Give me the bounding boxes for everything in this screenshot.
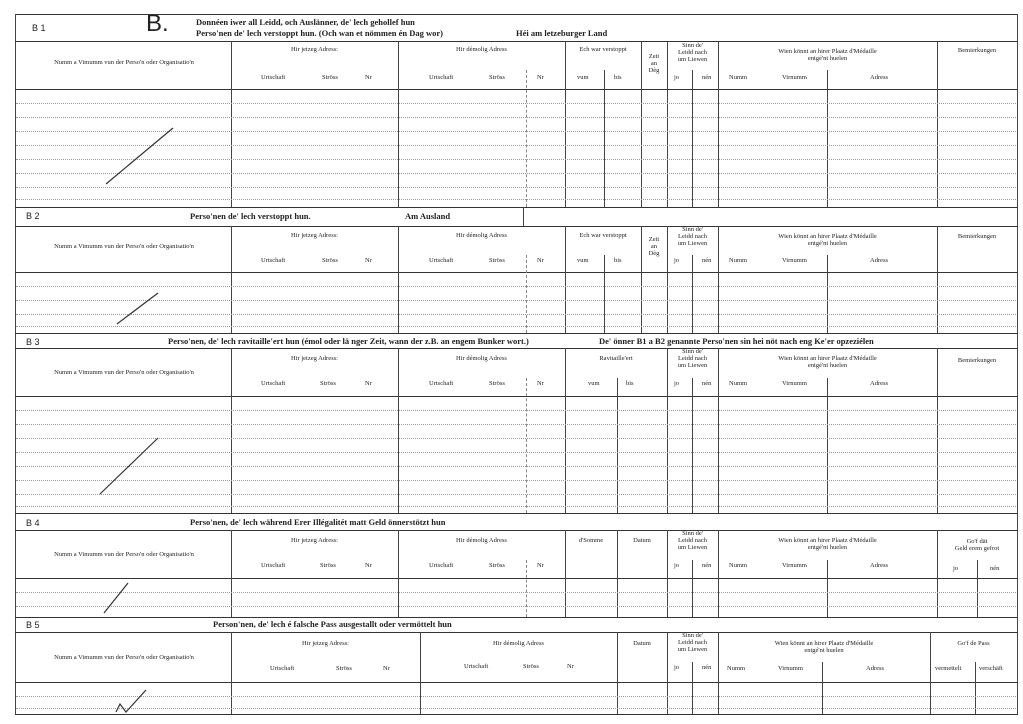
col-remarks-b3: Bemierkungen xyxy=(957,357,997,364)
col-no-b1: nén xyxy=(702,74,712,81)
col-street-b3: Ströss xyxy=(320,380,336,387)
section-label-b3: B 3 xyxy=(26,337,40,347)
col-medal-b4: Wien könnt an hirer Plaatz d'Médaille entgé'nt huelen xyxy=(778,537,877,551)
section-title-b3-suffix: De' önner B1 a B2 genannte Perso'nen sin hei nöt nach eng Ke'er opzeziélen xyxy=(599,336,874,346)
col-medal-firstname-b1: Virnumm xyxy=(782,74,807,81)
col-street-former-b5: Ströss xyxy=(523,663,539,670)
col-town-former-b1: Urtschaft xyxy=(429,74,454,81)
col-pass-b5: Go'f de Pass xyxy=(957,640,990,647)
col-number-b3: Nr xyxy=(365,380,372,387)
col-street-b4: Ströss xyxy=(320,562,336,569)
col-former-address-b3: Hir démolig Adress xyxy=(456,355,507,362)
col-hid-b2: Ech war verstoppt xyxy=(579,232,627,239)
col-medal-firstname-b5: Virnumm xyxy=(778,665,803,672)
col-issued-b5: vermettelt xyxy=(935,665,962,672)
col-no-b4: nén xyxy=(702,562,712,569)
col-town-former-b4: Urtschaft xyxy=(429,562,454,569)
section-title-b2: Perso'nen de' lech verstoppt hun. xyxy=(190,211,311,221)
col-number-b2: Nr xyxy=(365,257,372,264)
col-suffered-b4: Sinn de' Leidd nach um Liewen xyxy=(677,530,708,551)
col-medal-address-b1: Adress xyxy=(870,74,889,81)
col-date-b4: Datum xyxy=(633,537,651,544)
col-no-b3: nén xyxy=(702,380,712,387)
col-medal-address-b2: Adress xyxy=(870,257,889,264)
col-current-address-b1: Hir jetzeg Adress: xyxy=(291,46,338,53)
section-title-b5: Person'nen, de' lech é falsche Pass ausgestallt oder vermöttelt hun xyxy=(213,619,452,629)
col-medal-name-b5: Numm xyxy=(727,665,746,672)
col-former-address-b2: Hir démolig Adress xyxy=(456,232,507,239)
col-medal-name-b3: Numm xyxy=(729,380,748,387)
col-time-b2: Zeit an Dèg xyxy=(648,236,660,257)
section-title-b3: Perso'nen, de' lech ravitaille'ert hun (émol oder lä nger Zeit, wann der z.B. an engem Bunker wort.) xyxy=(168,336,529,346)
col-to-b2: bis xyxy=(614,257,622,264)
col-suffered-b5: Sinn de' Leidd nach um Liewen xyxy=(677,632,708,653)
col-from-b3: vum xyxy=(588,380,600,387)
col-yes-b2: jo xyxy=(674,257,680,264)
col-yes-b4: jo xyxy=(674,562,680,569)
check-mark-b5 xyxy=(116,690,146,712)
col-medal-name-b4: Numm xyxy=(729,562,748,569)
col-number-b5: Nr xyxy=(383,665,390,672)
col-number-former-b5: Nr xyxy=(567,663,574,670)
col-street-former-b4: Ströss xyxy=(489,562,505,569)
col-street-former-b2: Ströss xyxy=(489,257,505,264)
col-medal-firstname-b3: Virnumm xyxy=(782,380,807,387)
strike-mark-b1 xyxy=(106,128,173,184)
form-letter: B. xyxy=(146,10,169,37)
section-label-b1: B 1 xyxy=(32,23,46,33)
col-gift-b4: Go'f dät Geld erem gefrot xyxy=(954,538,1000,552)
strike-mark-b2 xyxy=(117,293,158,324)
col-medal-name-b1: Numm xyxy=(729,74,748,81)
col-street-b1: Ströss xyxy=(322,74,338,81)
col-number-former-b4: Nr xyxy=(537,562,544,569)
col-date-b5: Datum xyxy=(633,640,651,647)
col-medal-b1: Wien könnt an hirer Plaatz d'Médaille entgé'nt huelen xyxy=(778,48,877,62)
strike-mark-b4 xyxy=(104,583,128,613)
col-medal-address-b4: Adress xyxy=(870,562,889,569)
col-current-address-b2: Hir jetzeg Adress: xyxy=(291,232,338,239)
col-yes-b3: jo xyxy=(674,380,680,387)
col-time-b1: Zeit an Dèg xyxy=(648,53,660,74)
col-to-b3: bis xyxy=(626,380,634,387)
col-from-b2: vum xyxy=(577,257,589,264)
col-name-b3: Numm a Vimumm vun der Perso'n oder Organisatio'n xyxy=(54,369,194,376)
col-yes-b5: jo xyxy=(674,664,680,671)
col-to-b1: bis xyxy=(614,74,622,81)
col-number-b1: Nr xyxy=(365,74,372,81)
form-title-suffix: Héi am letzeburger Land xyxy=(516,28,608,38)
col-street-b2: Ströss xyxy=(322,257,338,264)
col-number-former-b1: Nr xyxy=(537,74,544,81)
col-no-b5: nén xyxy=(702,664,712,671)
col-medal-address-b5: Adress xyxy=(866,665,885,672)
col-number-former-b2: Nr xyxy=(537,257,544,264)
col-procured-b5: verschäft xyxy=(979,665,1003,672)
col-street-b5: Ströss xyxy=(336,665,352,672)
col-former-address-b4: Hir démolig Adress xyxy=(456,537,507,544)
col-remarks-b1: Bemierkungen xyxy=(957,47,997,54)
section-label-b2: B 2 xyxy=(26,211,40,221)
section-label-b5: B 5 xyxy=(26,620,40,630)
section-label-b4: B 4 xyxy=(26,518,40,528)
col-town-former-b5: Urtschaft xyxy=(464,663,489,670)
form-title-line2: Perso'nen de' lech verstoppt hun. (Och wan et nömmen én Dag wor) xyxy=(196,28,443,38)
col-town-former-b3: Urtschaft xyxy=(429,380,454,387)
col-suffered-b2: Sinn de' Leidd nach um Liewen xyxy=(677,226,708,247)
col-name-b2: Numm a Vimumm vun der Perso'n oder Organisatio'n xyxy=(54,243,194,250)
col-town-former-b2: Urtschaft xyxy=(429,257,454,264)
strike-mark-b3 xyxy=(100,438,158,494)
col-name-b4: Numm a Vimumm vun der Perso'n oder Organisatio'n xyxy=(54,551,194,558)
col-number-former-b3: Nr xyxy=(537,380,544,387)
col-medal-b2: Wien könnt an hirer Plaatz d'Médaille entgé'nt huelen xyxy=(778,233,877,247)
col-current-address-b4: Hir jetzeg Adress: xyxy=(291,537,338,544)
col-remarks-b2: Bemierkungen xyxy=(957,233,997,240)
section-title-b4: Perso'nen, de' lech während Erer Illégalitét matt Geld önnerstötzt hun xyxy=(190,517,446,527)
col-medal-b3: Wien könnt an hirer Plaatz d'Médaille entgé'nt huelen xyxy=(778,355,877,369)
form-title-line1: Donnéen iwer all Leidd, och Auslänner, de' lech gehollef hun xyxy=(196,17,415,27)
col-suffered-b3: Sinn de' Leidd nach um Liewen xyxy=(677,348,708,369)
col-town-b2: Urtschaft xyxy=(261,257,286,264)
col-medal-b5: Wien könnt an hirer Plaatz d'Médaille entgé'nt huelen xyxy=(774,640,874,654)
col-former-address-b1: Hir démolig Adress xyxy=(456,46,507,53)
col-street-former-b1: Ströss xyxy=(489,74,505,81)
col-town-b1: Urtschaft xyxy=(261,74,286,81)
col-former-address-b5: Hir démolig Adress xyxy=(493,640,544,647)
col-town-b5: Urtschaft xyxy=(270,665,295,672)
col-number-b4: Nr xyxy=(365,562,372,569)
col-suffered-b1: Sinn de' Leidd nach um Liewen xyxy=(677,42,708,63)
col-name-b5: Numm a Vimumm vun der Perso'n oder Organisatio'n xyxy=(54,654,194,661)
col-hid-b1: Ech war verstoppt xyxy=(579,46,627,53)
col-current-address-b5: Hir jetzeg Adress: xyxy=(302,640,349,647)
col-current-address-b3: Hir jetzeg Adress: xyxy=(291,355,338,362)
col-yes-b1: jo xyxy=(674,74,680,81)
col-medal-address-b3: Adress xyxy=(870,380,889,387)
col-medal-firstname-b4: Virnumm xyxy=(782,562,807,569)
col-gift-no-b4: nén xyxy=(990,565,1000,572)
col-from-b1: vum xyxy=(577,74,589,81)
col-amount-b4: d'Somme xyxy=(578,537,604,544)
col-ravi-b3: Ravitaille'ert xyxy=(599,355,633,362)
col-town-b3: Urtschaft xyxy=(261,380,286,387)
col-street-former-b3: Ströss xyxy=(489,380,505,387)
section-title-b2-suffix: Am Ausland xyxy=(405,211,451,221)
col-gift-yes-b4: jo xyxy=(953,565,959,572)
col-town-b4: Urtschaft xyxy=(261,562,286,569)
col-name-b1: Numm a Vimumm vun der Perso'n oder Organisatio'n xyxy=(54,59,194,66)
col-medal-name-b2: Numm xyxy=(729,257,748,264)
col-medal-firstname-b2: Virnumm xyxy=(782,257,807,264)
col-no-b2: nén xyxy=(702,257,712,264)
